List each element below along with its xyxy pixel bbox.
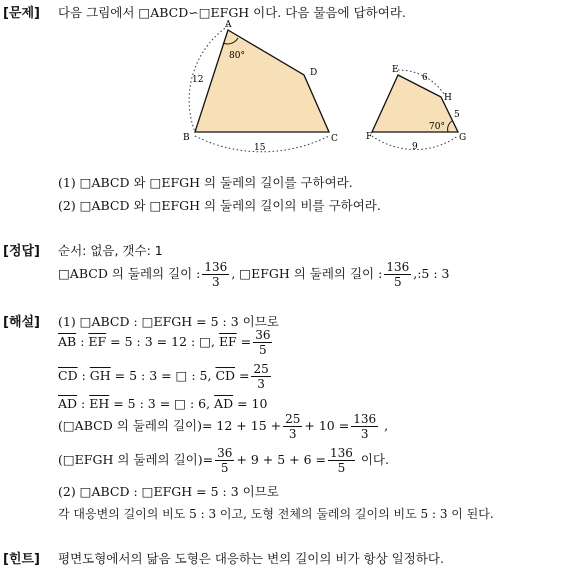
angle-a-value: 80° <box>229 51 245 61</box>
fraction: $\frac{25}{3}$ <box>285 412 301 441</box>
fraction: $\frac{136}{5}$ <box>386 260 410 289</box>
solution-line-1: (1) □ABCD : □EFGH = 5 : 3 이므로 <box>58 314 279 329</box>
vertex-e: E <box>392 65 399 75</box>
solution-line-6: (□EFGH 의 둘레의 길이)= $\frac{36}{5}$ + 9 + 5 + 6 = $\frac{136}{5}$ 이다. <box>58 446 389 475</box>
hint-tag: [힌트] <box>3 552 40 567</box>
problem-tag: [문제] <box>3 6 40 21</box>
vertex-h: H <box>444 93 452 103</box>
answer-line-1: 순서: 없음, 갯수: 1 <box>58 243 163 258</box>
bc-length: 15 <box>254 143 266 153</box>
quad-abcd <box>195 30 329 132</box>
solution-line-3: $\overline{CD}$ : $\overline{GH} = 5$ : 3 = □ : 5, $\overline{CD}$ = $\frac{25}{3}$ <box>58 362 269 391</box>
solution-line-4: $\overline{AD}$ : $\overline{EH} = 5$ : 3 = □ : 6, $\overline{AD} = 10$ <box>58 396 268 411</box>
fraction: $\frac{36}{5}$ <box>217 446 233 475</box>
fraction: $\frac{36}{5}$ <box>255 328 271 357</box>
hg-length: 5 <box>454 110 460 120</box>
answer-tag: [정답] <box>3 244 40 259</box>
vertex-g: G <box>459 133 467 143</box>
answer-line-2: □ABCD 의 둘레의 길이 : $\frac{136}{3}$ , □EFGH 의 둘레의 길이 : $\frac{136}{5}$ ,:5 : 3 <box>58 260 450 289</box>
question-1: (1) □ABCD 와 □EFGH 의 둘레의 길이를 구하여라. <box>58 175 353 190</box>
solution-line-8: 각 대응변의 길이의 비도 5 : 3 이고, 도형 전체의 둘레의 길이의 비도 5 : 3 이 된다. <box>58 507 494 521</box>
fraction: $\frac{136}{3}$ <box>353 412 377 441</box>
solution-line-2: $\overline{AB}$ : $\overline{EF} = 5$ : 3 = 12 : □, $\overline{EF}$ = $\frac{36}{5}$ <box>58 328 271 357</box>
vertex-f: F <box>366 132 373 142</box>
question-2: (2) □ABCD 와 □EFGH 의 둘레의 길이의 비를 구하여라. <box>58 198 381 213</box>
vertex-a: A <box>225 20 232 30</box>
solution-line-5: (□ABCD 의 둘레의 길이)= 12 + 15 + $\frac{25}{3}$ + 10 = $\frac{136}{3}$ , <box>58 412 389 441</box>
hint-text: 평면도형에서의 닮음 도형은 대응하는 변의 길이의 비가 항상 일정하다. <box>58 551 444 566</box>
quadrilateral-figure <box>176 18 476 158</box>
fraction: $\frac{136}{5}$ <box>329 446 353 475</box>
ab-length: 12 <box>192 75 204 85</box>
vertex-d: D <box>310 68 318 78</box>
solution-tag: [해설] <box>3 315 40 330</box>
eh-length: 6 <box>422 73 428 83</box>
vertex-c: C <box>331 134 338 144</box>
angle-g-value: 70° <box>429 122 445 132</box>
fraction: $\frac{25}{3}$ <box>253 362 269 391</box>
solution-line-7: (2) □ABCD : □EFGH = 5 : 3 이므로 <box>58 484 279 499</box>
problem-statement: 다음 그림에서 □ABCD∽□EFGH 이다. 다음 물음에 답하여라. <box>58 5 406 20</box>
fraction: $\frac{136}{3}$ <box>204 260 228 289</box>
fg-length: 9 <box>412 142 418 152</box>
vertex-b: B <box>183 133 190 143</box>
quad-efgh <box>372 75 458 132</box>
